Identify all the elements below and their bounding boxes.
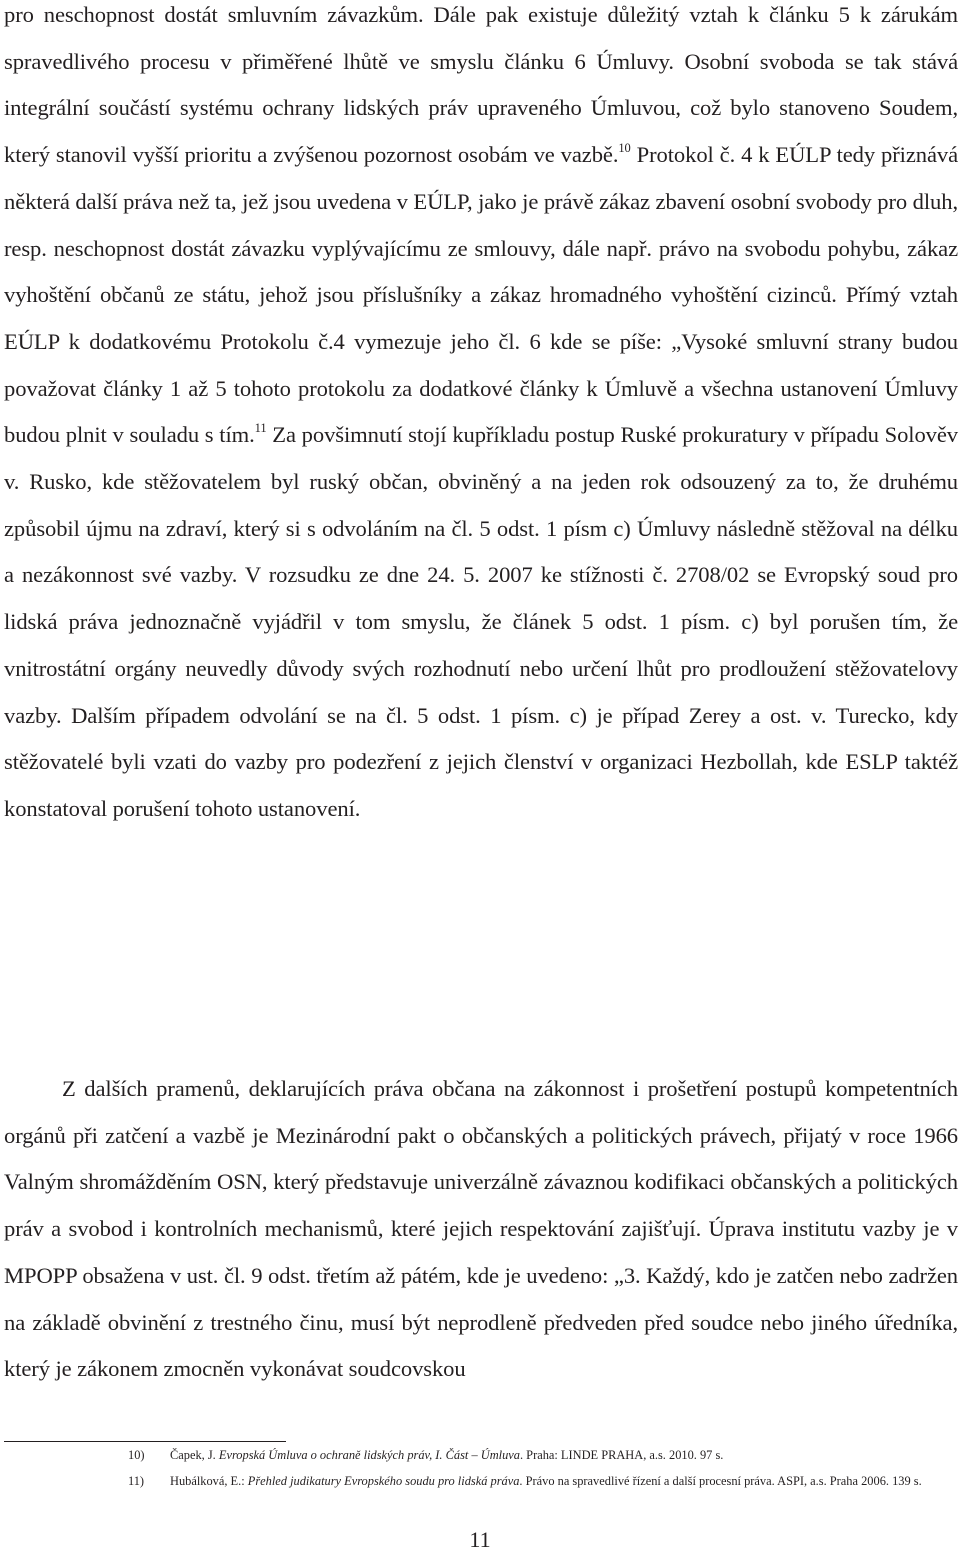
footnotes xyxy=(0,1446,960,1498)
footnote-author: Hubálková, E.: xyxy=(170,1474,248,1488)
footnote-publication: . Právo na spravedlivé řízení a další procesní práva. ASPI, a.s. Praha 2006. 139 s. xyxy=(519,1474,922,1488)
footnote-title: Přehled judikatury Evropského soudu pro lidská práva xyxy=(247,1474,520,1488)
paragraph-1-text-part-2: Protokol č. 4 k EÚLP tedy přiznává některá další práva než ta, jež jsou uvedena v EÚLP, jako je právě zákaz zbavení osobní svobody pro dluh, resp. neschopnost dostát závazku vyplývajícímu ze smlouvy, dále např. právo na svobodu pohybu, zákaz vyhoštění občanů ze státu, jehož jsou příslušníky a zákaz hromadného vyhoštění cizinců. Přímý vztah EÚLP k dodatkovému Protokolu č.4 vymezuje jeho čl. 6 kde se píše: „Vysoké smluvní strany budou považovat články 1 až 5 tohoto protokolu za dodatkové články k Úmluvě a všechna ustanovení Úmluvy budou plnit v souladu s tím. xyxy=(4,142,959,448)
body-paragraph-1 xyxy=(4,0,958,833)
footnote-text xyxy=(170,1446,952,1464)
page-number: 11 xyxy=(469,1527,491,1552)
footnote-reference-11[interactable]: 11 xyxy=(254,421,267,436)
footnote-number: 10) xyxy=(128,1448,145,1462)
footnote-separator xyxy=(4,1441,286,1442)
footnote-reference-10[interactable]: 10 xyxy=(618,141,631,156)
footnote-11 xyxy=(0,1472,960,1490)
paragraph-1-text-part-1: pro neschopnost dostát smluvním závazkům. Dále pak existuje důležitý vztah k článku 5 k zárukám spravedlivého procesu v přiměřené lhůtě ve smyslu článku 6 Úmluvy. Osobní svoboda se tak stává integrální součástí systému ochrany lidských práv upraveného Úmluvou, což bylo stanoveno Soudem, který stanovil vyšší prioritu a zvýšenou pozornost osobám ve vazbě. xyxy=(4,2,958,168)
footnote-title: Evropská Úmluva o ochraně lidských práv, I. Část – Úmluva xyxy=(218,1448,520,1462)
paragraph-1-text-part-3: Za povšimnutí stojí kupříkladu postup Ruské prokuratury v případu Solověv v. Rusko, kde stěžovatelem byl ruský občan, obviněný a na jeden rok odsouzený za to, že druhému způsobil újmu na zdraví, který si s odvoláním na čl. 5 odst. 1 písm c) Úmluvy následně stěžoval na délku a nezákonnost své vazby. V rozsudku ze dne 24. 5. 2007 ke stížnosti č. 2708/02 se Evropský soud pro lidská práva jednoznačně vyjádřil v tom smyslu, že článek 5 odst. 1 písm. c) byl porušen tím, že vnitrostátní orgány neuvedly důvody svých rozhodnutí nebo určení lhůt pro prodloužení stěžovatelovy vazby. Dalším případem odvolání se na čl. 5 odst. 1 písm. c) je případ Zerey a ost. v. Turecko, kdy stěžovatelé byli vzati do vazby pro podezření z jejich členství v organizaci Hezbollah, kde ESLP taktéž konstatoval porušení tohoto ustanovení. xyxy=(4,422,958,821)
footnote-10 xyxy=(0,1446,960,1464)
footnote-number: 11) xyxy=(128,1474,145,1488)
body-paragraph-2: Z dalších pramenů, deklarujících práva občana na zákonnost i prošetření postupů kompetentních orgánů při zatčení a vazbě je Mezinárodní pakt o občanských a politických právech, přijatý v roce 1966 Valným shromážděním OSN, který představuje univerzálně závaznou kodifikaci občanských a politických práv a svobod i kontrolních mechanismů, které jejich respektování zajišťují. Úprava institutu vazby je v MPOPP obsažena v ust. čl. 9 odst. třetím až pátém, kde je uvedeno: „3. Každý, kdo je zatčen nebo zadržen na základě obvinění z trestného činu, musí být neprodleně předveden před soudce nebo jiného úředníka, který je zákonem zmocněn vykonávat soudcovskou xyxy=(4,1076,958,1382)
footnote-text xyxy=(170,1472,952,1490)
footnote-publication: . Praha: LINDE PRAHA, a.s. 2010. 97 s. xyxy=(519,1448,724,1462)
footnote-author: Čapek, J. xyxy=(170,1448,219,1462)
